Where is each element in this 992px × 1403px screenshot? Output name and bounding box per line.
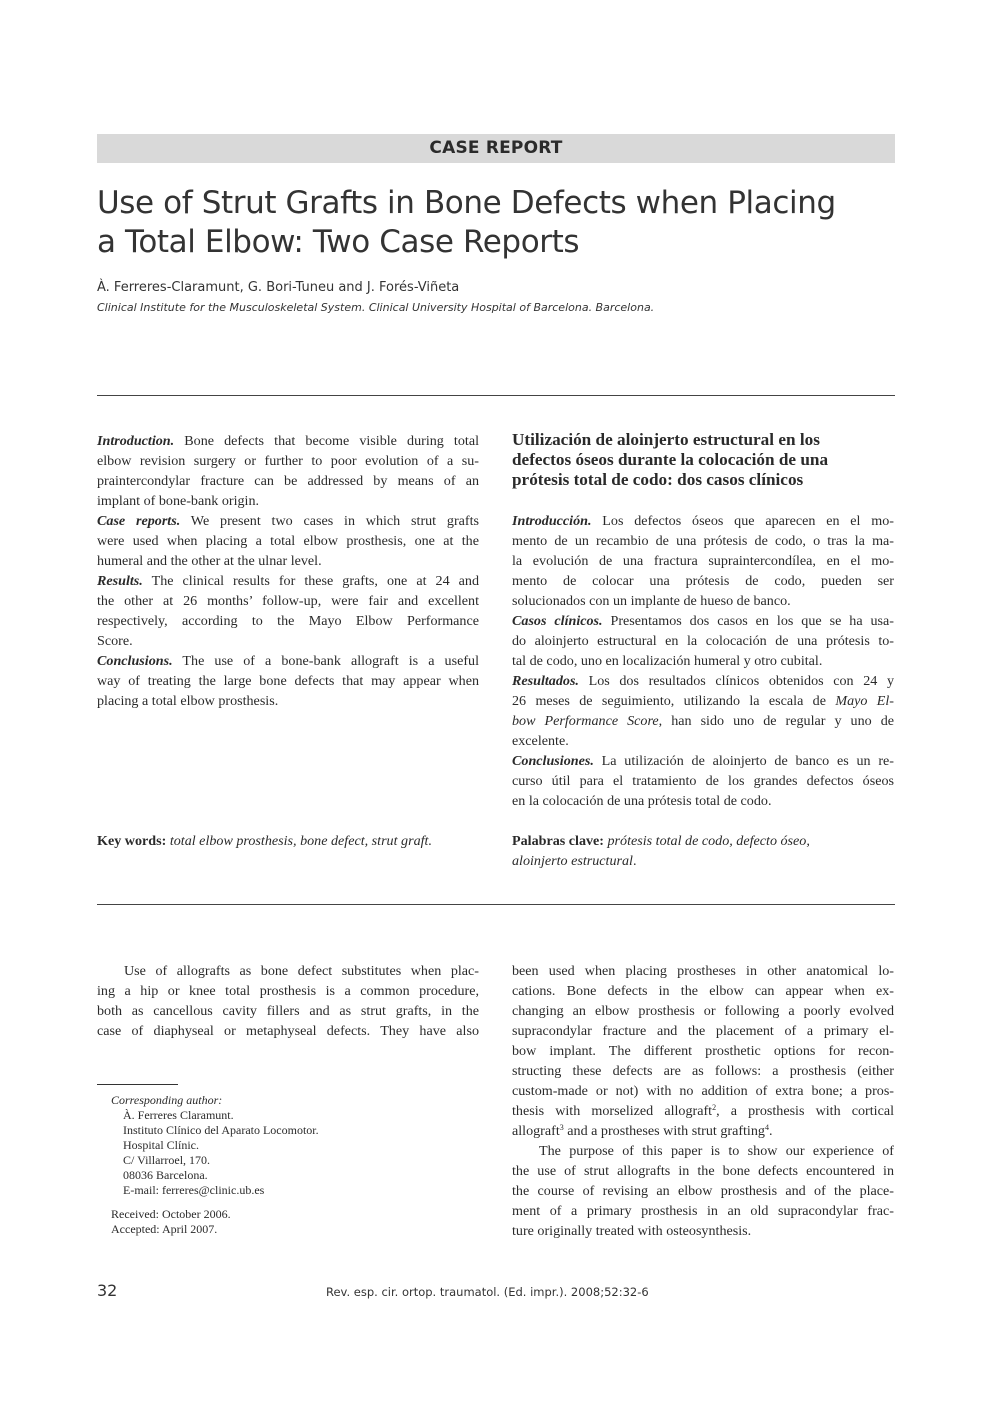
title-line: a Total Elbow: Two Case Reports bbox=[97, 224, 580, 260]
reference-4[interactable]: 4 bbox=[764, 1123, 769, 1132]
body-text: the use of strut allografts in the bone defects encountered in bbox=[512, 1163, 894, 1179]
abstract-text: excelente. bbox=[512, 733, 569, 749]
abstract-text: curso útil para el tratamiento de los grandes defectos óseos bbox=[512, 773, 894, 789]
abstract-text: en la colocación de una prótesis total de codo. bbox=[512, 793, 772, 809]
corresponding-author-note bbox=[111, 1093, 319, 1237]
keywords-text: prótesis total de codo, defecto óseo, bbox=[603, 833, 810, 849]
body-text: structing these defects are as follows: a prosthesis (either bbox=[512, 1063, 894, 1079]
title-line: Use of Strut Grafts in Bone Defects when Placing bbox=[97, 185, 836, 221]
spanish-title bbox=[512, 430, 895, 490]
keywords-text: total elbow prosthesis, bone defect, strut graft. bbox=[166, 833, 432, 849]
body-text: , a prosthesis with cortical bbox=[716, 1103, 894, 1119]
corresponding-author-label: Corresponding author: bbox=[111, 1093, 223, 1107]
abstract-text: Bone defects that become visible during total bbox=[174, 433, 479, 449]
body-text: thesis with morselized allograft bbox=[512, 1103, 713, 1119]
received-date: Received: October 2006. bbox=[111, 1207, 231, 1221]
body-text: ment of a primary prosthesis in an old supracondylar frac- bbox=[512, 1203, 894, 1219]
abstract-text: were used when placing a total elbow prosthesis, one at the bbox=[97, 533, 479, 549]
abstract-text: the other at 26 months’ follow-up, were fair and excellent bbox=[97, 593, 479, 609]
abstract-text: implant of bone-bank origin. bbox=[97, 493, 260, 509]
abstract-text: Los defectos óseos que aparecen en el mo- bbox=[591, 513, 894, 529]
keywords-label: Key words: bbox=[97, 833, 167, 849]
journal-citation: Rev. esp. cir. ortop. traumatol. (Ed. impr.). 2008;52:32-6 bbox=[326, 1285, 649, 1299]
body-text: changing an elbow prosthesis or following a poorly evolved bbox=[512, 1003, 894, 1019]
abstract-label-introduccion: Introducción. bbox=[512, 513, 592, 529]
body-text: ture originally treated with osteosynthesis. bbox=[512, 1223, 752, 1239]
footnote-rule bbox=[97, 1084, 178, 1085]
body-text: the course of revising an elbow prosthesis and of the place- bbox=[512, 1183, 894, 1199]
section-banner: CASE REPORT bbox=[97, 134, 895, 163]
correspondence-email[interactable]: E-mail: ferreres@clinic.ub.es bbox=[123, 1183, 265, 1197]
abstract-bottom-rule bbox=[97, 904, 895, 905]
abstract-text: The clinical results for these grafts, one at 24 and bbox=[142, 573, 479, 589]
body-text: . bbox=[768, 1123, 773, 1139]
abstract-text: mento de un recambio de una prótesis de codo, o tras la ma- bbox=[512, 533, 894, 549]
body-text: been used when placing prostheses in other anatomical lo- bbox=[512, 963, 894, 979]
reference-2[interactable]: 2 bbox=[712, 1103, 717, 1112]
body-text: The purpose of this paper is to show our experience of bbox=[539, 1143, 894, 1159]
correspondence-line: 08036 Barcelona. bbox=[123, 1168, 208, 1182]
abstract-text: Presentamos dos casos en los que se ha usa- bbox=[602, 613, 894, 629]
abstract-text: humeral and the other at the ulnar level. bbox=[97, 553, 322, 569]
abstract-label-conclusiones: Conclusiones. bbox=[512, 753, 594, 769]
abstract-label-case-reports: Case reports. bbox=[97, 513, 181, 529]
body-text: both as cancellous cavity fillers and as strut grafts, in the bbox=[97, 1003, 479, 1019]
body-text: bow implant. The different prosthetic options for recon- bbox=[512, 1043, 894, 1059]
abstract-label-casos: Casos clínicos. bbox=[512, 613, 603, 629]
abstract-label-conclusions: Conclusions. bbox=[97, 653, 173, 669]
keywords-spanish bbox=[512, 831, 894, 871]
authors: À. Ferreres-Claramunt, G. Bori-Tuneu and J. Forés-Viñeta bbox=[97, 280, 460, 295]
abstract-label-resultados: Resultados. bbox=[512, 673, 579, 689]
spanish-title-line: Utilización de aloinjerto estructural en los bbox=[512, 430, 820, 449]
abstract-text: mento de colocar una prótesis de codo, pueden ser bbox=[512, 573, 894, 589]
spanish-title-line: prótesis total de codo: dos casos clínicos bbox=[512, 470, 804, 489]
article-title bbox=[97, 184, 897, 262]
affiliation: Clinical Institute for the Musculoskeletal System. Clinical University Hospital of Barcelona. Barcelona. bbox=[97, 301, 655, 314]
correspondence-line: Hospital Clínic. bbox=[123, 1138, 199, 1152]
reference-3[interactable]: 3 bbox=[559, 1123, 564, 1132]
abstract-label-introduction: Introduction. bbox=[97, 433, 175, 449]
body-text: ing a hip or knee total prosthesis is a common procedure, bbox=[97, 983, 479, 999]
body-text: custom-made or not) with no addition of extra bone; a pros- bbox=[512, 1083, 894, 1099]
correspondence-line: Instituto Clínico del Aparato Locomotor. bbox=[123, 1123, 319, 1137]
keywords-label: Palabras clave: bbox=[512, 833, 604, 849]
abstract-spanish bbox=[512, 511, 894, 811]
body-text: Use of allografts as bone defect substitutes when plac- bbox=[124, 963, 479, 979]
abstract-top-rule bbox=[97, 395, 895, 396]
accepted-date: Accepted: April 2007. bbox=[111, 1222, 218, 1236]
abstract-text: solucionados con un implante de hueso de banco. bbox=[512, 593, 791, 609]
abstract-text-italic: Mayo El- bbox=[835, 693, 894, 709]
correspondence-line: À. Ferreres Claramunt. bbox=[123, 1108, 234, 1122]
abstract-text: do aloinjerto estructural en la colocación de una prótesis to- bbox=[512, 633, 894, 649]
keywords-english bbox=[97, 831, 479, 851]
abstract-text: placing a total elbow prosthesis. bbox=[97, 693, 279, 709]
abstract-text: The use of a bone-bank allograft is a useful bbox=[172, 653, 479, 669]
abstract-text: Score. bbox=[97, 633, 133, 649]
abstract-text: , han sido uno de regular y uno de bbox=[658, 713, 894, 729]
abstract-label-results: Results. bbox=[97, 573, 143, 589]
body-text: and a prostheses with strut grafting bbox=[563, 1123, 765, 1139]
keywords-text: aloinjerto estructural bbox=[512, 853, 633, 869]
page-number: 32 bbox=[97, 1281, 118, 1300]
abstract-text: respectively, according to the Mayo Elbow Performance bbox=[97, 613, 479, 629]
abstract-text: la evolución de una fractura supraintercondílea, en el mo- bbox=[512, 553, 894, 569]
abstract-text: Los dos resultados clínicos obtenidos con 24 y bbox=[578, 673, 894, 689]
correspondence-line: C/ Villarroel, 170. bbox=[123, 1153, 211, 1167]
keywords-text: . bbox=[632, 853, 637, 869]
abstract-english bbox=[97, 431, 479, 711]
body-text: supracondylar fracture and the placement of a primary el- bbox=[512, 1023, 894, 1039]
abstract-text-italic: bow Performance Score bbox=[512, 713, 659, 729]
abstract-text: We present two cases in which strut grafts bbox=[180, 513, 479, 529]
abstract-text: elbow revision surgery or further to poor evolution of a su- bbox=[97, 453, 479, 469]
body-right-column bbox=[512, 961, 894, 1241]
body-text: cations. Bone defects in the elbow can appear when ex- bbox=[512, 983, 894, 999]
abstract-text: praintercondylar fracture can be addressed by means of an bbox=[97, 473, 479, 489]
body-text: allograft bbox=[512, 1123, 560, 1139]
spanish-title-line: defectos óseos durante la colocación de una bbox=[512, 450, 829, 469]
abstract-text: way of treating the large bone defects that may appear when bbox=[97, 673, 479, 689]
abstract-text: tal de codo, uno en localización humeral y otro cubital. bbox=[512, 653, 823, 669]
abstract-text: 26 meses de seguimiento, utilizando la escala de bbox=[512, 693, 836, 709]
body-text: case of diaphyseal or metaphyseal defects. They have also bbox=[97, 1023, 479, 1039]
abstract-text: La utilización de aloinjerto de banco es un re- bbox=[593, 753, 894, 769]
body-left-column bbox=[97, 961, 479, 1041]
